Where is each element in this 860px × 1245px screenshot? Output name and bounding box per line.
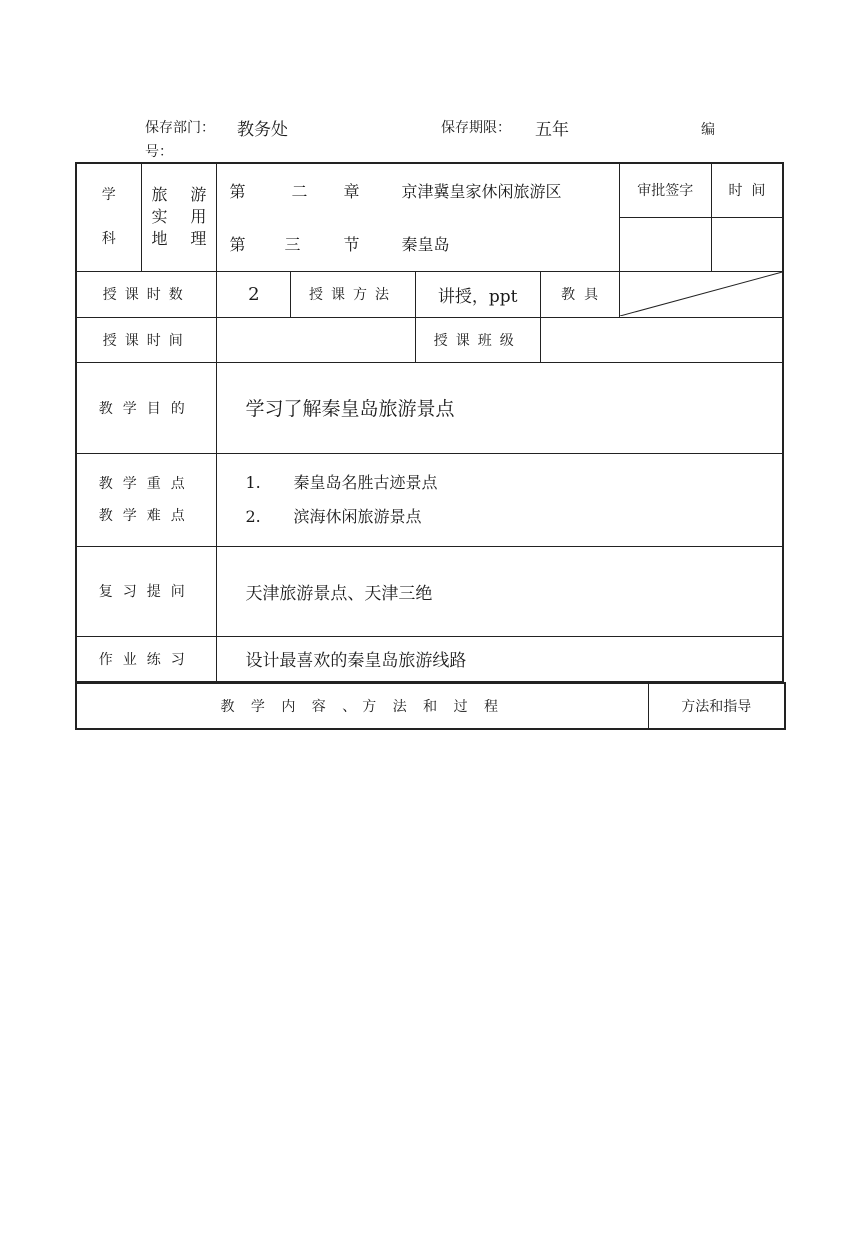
- subject-char: 实: [151, 207, 168, 227]
- section-title: 秦皇岛: [401, 235, 450, 255]
- key-item: [245, 466, 782, 500]
- subject-value-cell: [141, 163, 217, 271]
- content-label: 教 学 内 容 、方 法 和 过 程: [76, 683, 648, 729]
- key-items-cell: [217, 453, 783, 546]
- guide-label: 方法和指导: [648, 683, 785, 729]
- chapter-prefix-2: 二: [291, 182, 308, 201]
- section-cell: [217, 217, 619, 271]
- section-prefix-2: 三: [284, 235, 301, 255]
- approval-label: 审批签字: [619, 163, 711, 217]
- chapter-prefix-3: 章: [343, 182, 360, 201]
- method-label: 授课方法: [291, 271, 416, 317]
- chapter-cell: [217, 163, 619, 217]
- time-label: 时 间: [711, 163, 783, 217]
- tools-value-cell: [619, 271, 783, 317]
- review-label: 复习提问: [76, 546, 217, 636]
- subject-label-cell: [76, 163, 141, 271]
- subject-char: 理: [190, 229, 207, 249]
- key-label: 教学重点: [98, 475, 195, 492]
- hours-value: 2: [217, 271, 291, 317]
- class-time-label: 授课时间: [76, 317, 217, 362]
- time-value-cell: [711, 217, 783, 271]
- term-value: 五年: [535, 120, 569, 140]
- chapter-prefix-1: 第: [229, 182, 246, 201]
- key-item: [245, 500, 782, 534]
- subject-char: 地: [151, 229, 168, 249]
- key-item-text: 滨海休闲旅游景点: [293, 506, 422, 526]
- subject-label-bottom: 科: [101, 231, 116, 248]
- key-label-cell: [76, 453, 217, 546]
- subject-char: 游: [190, 185, 207, 205]
- homework-value: 设计最喜欢的秦皇岛旅游线路: [217, 636, 783, 682]
- homework-label: 作业练习: [76, 636, 217, 682]
- chapter-title: 京津冀皇家休闲旅游区: [401, 182, 562, 201]
- document-header: [145, 117, 745, 161]
- number-label-1: 编: [701, 122, 715, 138]
- class-label: 授课班级: [415, 317, 540, 362]
- subject-char: 旅: [151, 185, 168, 205]
- diagonal-slash: [620, 272, 782, 316]
- number-label-2: 号：: [145, 144, 173, 160]
- content-header-table: [75, 682, 786, 730]
- difficulty-label: 教学难点: [98, 507, 195, 524]
- approval-value-cell: [619, 217, 711, 271]
- lesson-plan-table: [75, 162, 784, 683]
- subject-label-top: 学: [101, 187, 116, 204]
- dept-value: 教务处: [237, 120, 288, 140]
- goal-label: 教学目的: [76, 362, 217, 453]
- section-prefix-1: 第: [229, 235, 246, 255]
- tools-label: 教 具: [540, 271, 619, 317]
- class-value: [540, 317, 783, 362]
- review-value: 天津旅游景点、天津三绝: [217, 546, 783, 636]
- method-value: 讲授，ppt: [415, 271, 540, 317]
- hours-label: 授课时数: [76, 271, 217, 317]
- key-item-num: 2.: [245, 506, 261, 526]
- term-label: 保存期限：: [441, 120, 511, 136]
- class-time-value: [217, 317, 415, 362]
- key-item-text: 秦皇岛名胜古迹景点: [293, 472, 438, 492]
- dept-label: 保存部门：: [145, 120, 215, 136]
- section-prefix-3: 节: [343, 235, 360, 255]
- goal-value: 学习了解秦皇岛旅游景点: [217, 362, 783, 453]
- key-item-num: 1.: [245, 472, 261, 492]
- subject-char: 用: [190, 207, 207, 227]
